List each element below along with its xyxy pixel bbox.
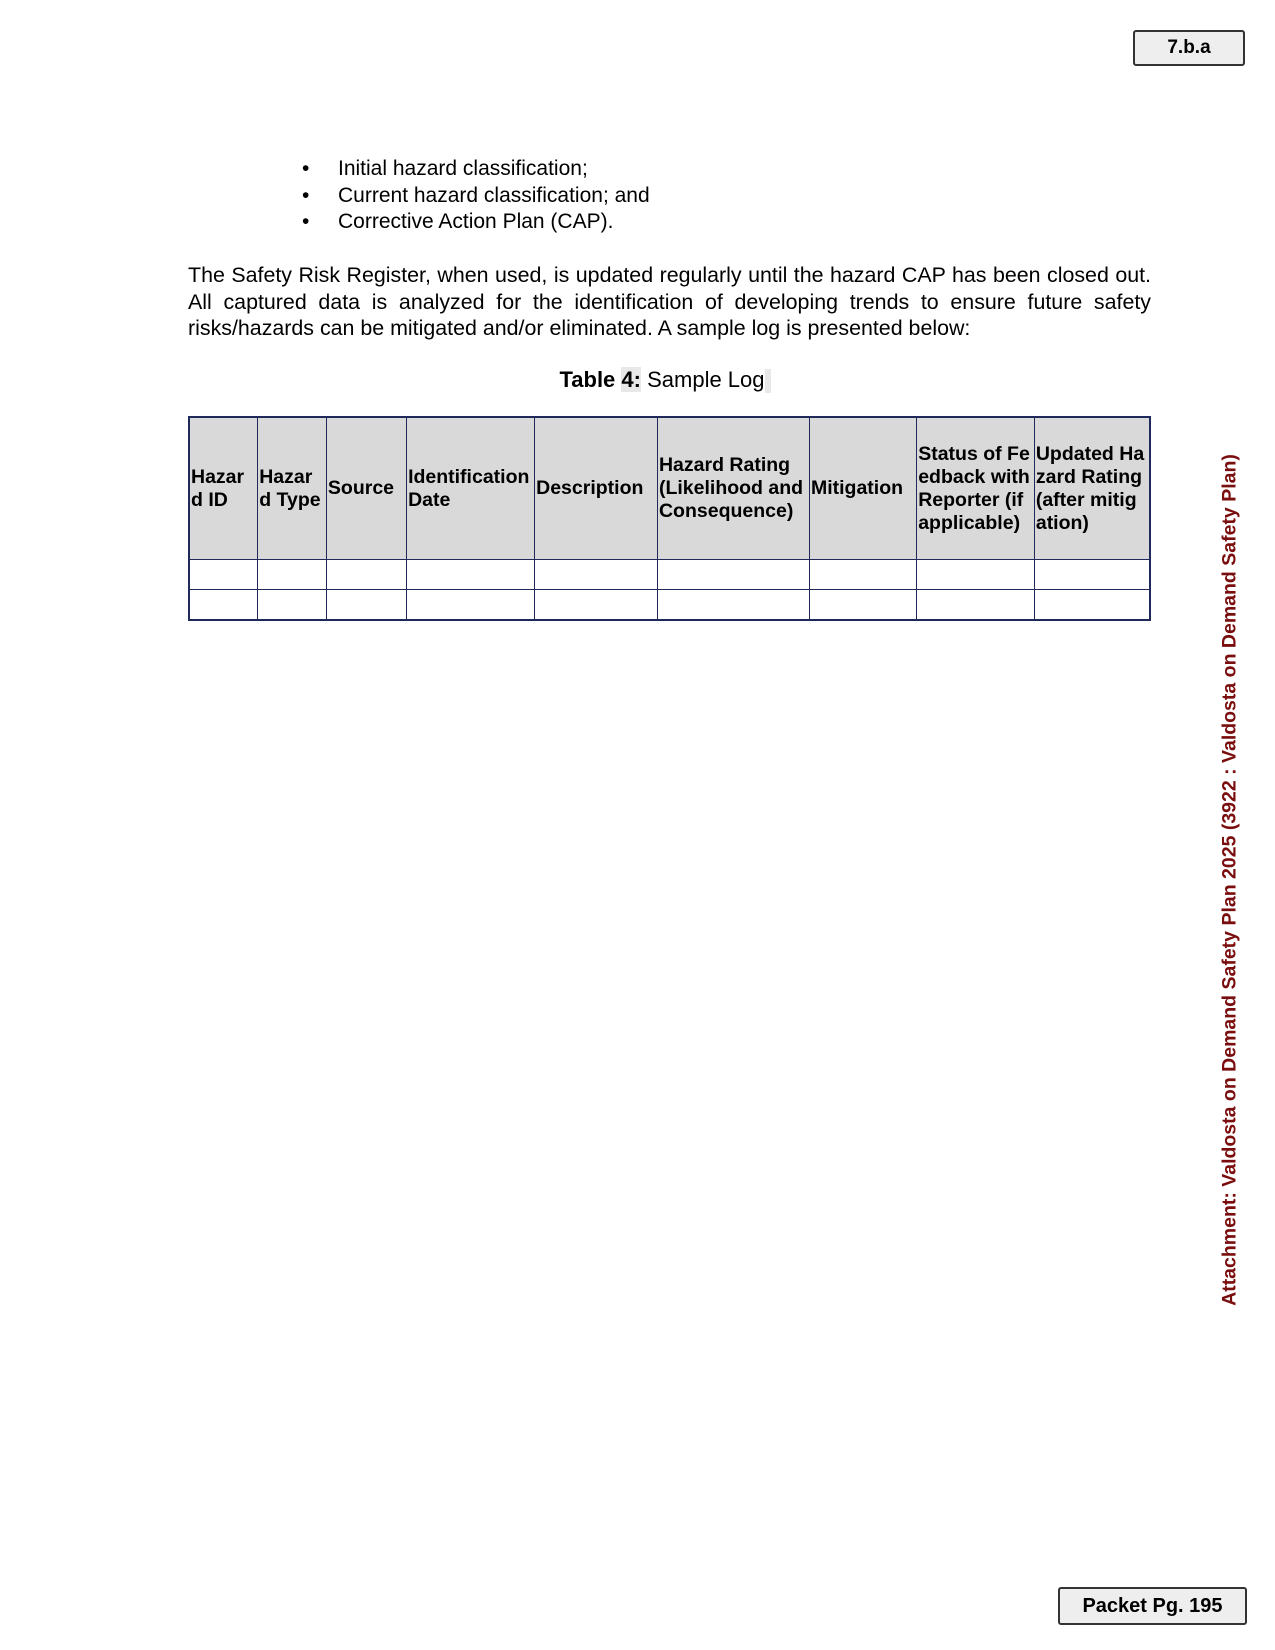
table-caption — [0, 367, 1275, 393]
bullet-icon: • — [302, 183, 310, 207]
list-item-text: Initial hazard classification; — [338, 157, 588, 180]
table-cell — [1034, 560, 1150, 590]
sample-log-table — [188, 416, 1151, 621]
body-paragraph: The Safety Risk Register, when used, is updated regularly until the hazard CAP has been closed out. All captured data is analyzed for the identification of developing trends to ensure future safety risks/hazards can be mitigated and/or eliminated. A sample log is presented below: — [188, 263, 1151, 340]
table-cell — [917, 560, 1035, 590]
list-item — [288, 183, 650, 210]
header-updated-rating: Updated Hazard Rating (after mitigation) — [1034, 417, 1150, 560]
header-hazard-type: Hazard Type — [258, 417, 327, 560]
table-cell — [407, 560, 535, 590]
list-item-text: Corrective Action Plan (CAP). — [338, 210, 614, 233]
table-row — [189, 590, 1150, 621]
caption-number: 4: — [621, 367, 641, 392]
table-cell — [189, 590, 258, 621]
table-cell — [535, 590, 658, 621]
header-mitigation: Mitigation — [809, 417, 916, 560]
header-hazard-id: Hazard ID — [189, 417, 258, 560]
table-cell — [917, 590, 1035, 621]
agenda-item-badge: 7.b.a — [1133, 30, 1245, 66]
table-cell — [326, 590, 406, 621]
caption-title: Sample Log — [640, 367, 765, 392]
list-item-text: Current hazard classification; and — [338, 183, 650, 207]
table-cell — [258, 560, 327, 590]
header-hazard-rating: Hazard Rating (Likelihood and Consequence) — [657, 417, 809, 560]
caption-highlight-marker — [765, 369, 771, 393]
header-feedback-status: Status of Feedback with Reporter (if applicable) — [917, 417, 1035, 560]
bullet-icon: • — [302, 210, 310, 233]
bullet-icon: • — [302, 157, 310, 180]
list-item — [288, 209, 650, 236]
table-cell — [657, 560, 809, 590]
packet-page-badge: Packet Pg. 195 — [1058, 1587, 1247, 1625]
table-cell — [535, 560, 658, 590]
header-source: Source — [326, 417, 406, 560]
list-item — [288, 156, 650, 183]
table-cell — [258, 590, 327, 621]
table-cell — [809, 590, 916, 621]
table-cell — [1034, 590, 1150, 621]
table-cell — [326, 560, 406, 590]
attachment-label: Attachment: Valdosta on Demand Safety Plan 2025 (3922 : Valdosta on Demand Safety Plan) — [1218, 454, 1241, 1306]
table-cell — [809, 560, 916, 590]
header-identification-date: Identification Date — [407, 417, 535, 560]
header-description: Description — [535, 417, 658, 560]
table-row — [189, 560, 1150, 590]
table-header-row — [189, 417, 1150, 560]
table-cell — [407, 590, 535, 621]
table-cell — [657, 590, 809, 621]
classification-bullet-list — [288, 156, 650, 236]
table-cell — [189, 560, 258, 590]
caption-label: Table — [559, 367, 622, 392]
